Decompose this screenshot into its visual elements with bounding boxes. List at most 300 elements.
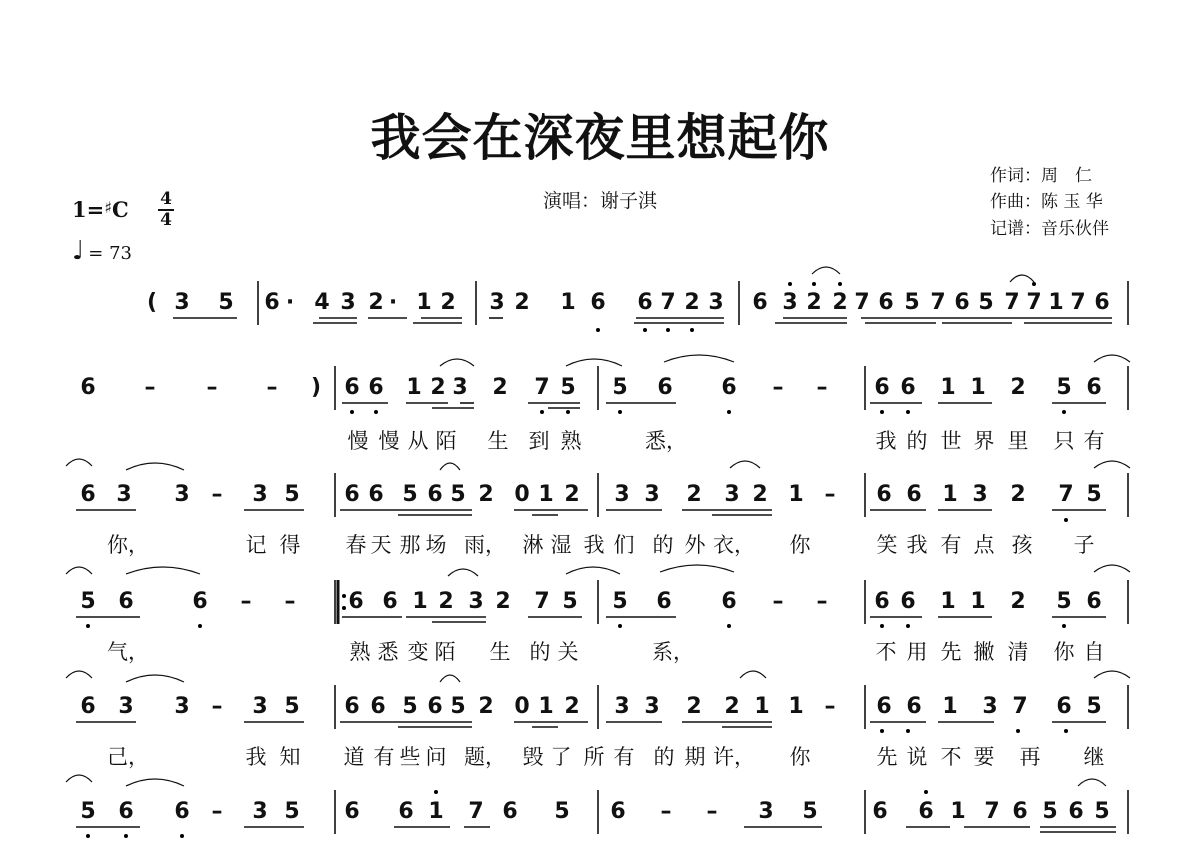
note: 6: [118, 589, 134, 614]
octave-dot-below: [643, 328, 647, 332]
slur-arc: [66, 459, 92, 466]
singer-credit: 演唱：谢子淇: [542, 190, 657, 212]
note: 2: [752, 482, 768, 507]
transcriber-credit: 记谱：音乐伙伴: [990, 219, 1109, 239]
note: 6: [590, 290, 606, 315]
note: 7: [534, 589, 550, 614]
lyric-syllable: 陌: [435, 429, 457, 453]
note: 6: [900, 375, 916, 400]
note: 6: [876, 482, 892, 507]
note: 3: [174, 482, 190, 507]
octave-dot-above: [434, 790, 438, 794]
octave-dot-below: [540, 410, 544, 414]
lyric-syllable: 你: [789, 745, 811, 769]
note: 6: [118, 799, 134, 824]
note: 6: [264, 290, 280, 315]
note: 3: [614, 482, 630, 507]
lyric-syllable: 天: [370, 533, 392, 557]
octave-dot-above: [924, 790, 928, 794]
note: 3: [174, 290, 190, 315]
note: 7: [468, 799, 484, 824]
lyric-syllable: 我: [245, 745, 267, 769]
lyric-syllable: 清: [1007, 640, 1029, 664]
note: 6: [874, 589, 890, 614]
note: –: [211, 799, 223, 824]
octave-dot-above: [788, 282, 792, 286]
lyric-syllable: 慢: [347, 429, 369, 453]
note: 2: [806, 290, 822, 315]
slur-arc: [448, 569, 478, 576]
octave-dot-below: [86, 834, 90, 838]
note: 1: [970, 589, 986, 614]
lyric-syllable: 许，: [713, 745, 755, 769]
note: 6: [370, 694, 386, 719]
note: –: [706, 799, 718, 824]
lyric-syllable: 雨，: [464, 533, 506, 557]
note: 1: [942, 694, 958, 719]
note: 6: [637, 290, 653, 315]
note: 3: [252, 482, 268, 507]
octave-dot-above: [1032, 282, 1036, 286]
note: –: [211, 482, 223, 507]
note: 7: [1070, 290, 1086, 315]
note: 6: [1094, 290, 1110, 315]
octave-dot-below: [86, 624, 90, 628]
lyric-syllable: 所: [583, 745, 605, 769]
slur-arc: [730, 461, 760, 468]
lyric-syllable: 陌: [434, 640, 456, 664]
slur-arc: [440, 463, 460, 470]
slur-arc: [740, 671, 766, 678]
note: 6: [1068, 799, 1084, 824]
note: ·: [285, 290, 295, 315]
note: 2: [492, 375, 508, 400]
lyric-syllable: 湿: [550, 533, 572, 557]
note: 6: [344, 375, 360, 400]
note: 5: [1056, 375, 1072, 400]
octave-dot-below: [198, 624, 202, 628]
lyric-syllable: 有: [613, 745, 635, 769]
note: 6: [192, 589, 208, 614]
note: 5: [560, 375, 576, 400]
note: 6: [721, 375, 737, 400]
note: 3: [758, 799, 774, 824]
note: 3: [116, 482, 132, 507]
note: 2: [564, 694, 580, 719]
lyric-syllable: 你，: [107, 533, 149, 557]
octave-dot-below: [690, 328, 694, 332]
note: ): [310, 375, 322, 400]
lyric-syllable: 悉: [377, 640, 399, 664]
lyric-syllable: 从: [407, 429, 429, 453]
lyric-syllable: 问: [425, 745, 447, 769]
lyric-syllable: 生: [489, 640, 511, 664]
note: 6: [80, 482, 96, 507]
note: 2: [1010, 375, 1026, 400]
note: 1: [416, 290, 432, 315]
slur-arc: [1094, 355, 1130, 362]
note: 6: [1056, 694, 1072, 719]
lyric-syllable: 慢: [378, 429, 400, 453]
lyric-syllable: 系，: [652, 640, 694, 664]
slur-arc: [1010, 275, 1034, 282]
lyric-syllable: 的: [653, 745, 675, 769]
slur-arc: [660, 565, 734, 572]
note: 6: [874, 375, 890, 400]
repeat-dot: [342, 594, 346, 598]
note: 6: [721, 589, 737, 614]
lyric-syllable: 得: [279, 533, 301, 557]
note: 5: [284, 799, 300, 824]
repeat-dot: [342, 606, 346, 610]
lyric-syllable: 变: [407, 640, 429, 664]
octave-dot-below: [1062, 410, 1066, 414]
octave-dot-below: [180, 834, 184, 838]
octave-dot-below: [666, 328, 670, 332]
note: 6: [427, 694, 443, 719]
note: 5: [1094, 799, 1110, 824]
lyric-syllable: 生: [487, 429, 509, 453]
note: 1: [406, 375, 422, 400]
note: 3: [972, 482, 988, 507]
octave-dot-above: [812, 282, 816, 286]
note: 5: [1086, 482, 1102, 507]
slur-arc: [566, 359, 622, 366]
note: 6: [344, 694, 360, 719]
note: 6: [398, 799, 414, 824]
note: 5: [1056, 589, 1072, 614]
octave-dot-below: [566, 410, 570, 414]
slur-arc: [440, 675, 460, 682]
note: 6: [656, 589, 672, 614]
note: 1: [560, 290, 576, 315]
lyric-syllable: 熟: [349, 640, 371, 664]
lyric-syllable: 有: [940, 533, 962, 557]
note: 1: [788, 694, 804, 719]
lyric-syllable: 先: [876, 745, 898, 769]
note: –: [206, 375, 218, 400]
slur-arc: [812, 267, 840, 274]
octave-dot-below: [618, 624, 622, 628]
lyric-syllable: 的: [529, 640, 551, 664]
note: 3: [468, 589, 484, 614]
lyric-syllable: 你: [1053, 640, 1075, 664]
lyric-syllable: 悉，: [645, 429, 687, 453]
slur-arc: [66, 671, 92, 678]
lyric-syllable: 再: [1019, 745, 1041, 769]
time-signature-bottom: 4: [160, 210, 172, 230]
octave-dot-below: [596, 328, 600, 332]
note: (: [146, 290, 158, 315]
lyric-syllable: 道: [343, 745, 365, 769]
note: 1: [538, 694, 554, 719]
lyric-syllable: 气，: [107, 640, 149, 664]
note: 7: [534, 375, 550, 400]
lyric-syllable: 熟: [560, 429, 582, 453]
note: 5: [554, 799, 570, 824]
note: 1: [412, 589, 428, 614]
lyric-syllable: 到: [528, 429, 550, 453]
note: 6: [876, 694, 892, 719]
lyric-syllable: 些: [399, 745, 421, 769]
octave-dot-below: [1064, 729, 1068, 733]
lyric-syllable: 先: [940, 640, 962, 664]
lyric-syllable: 春: [345, 533, 367, 557]
octave-dot-below: [1016, 729, 1020, 733]
lyricist-credit: 作词：周 仁: [990, 166, 1092, 186]
octave-dot-below: [906, 624, 910, 628]
lyric-syllable: 继: [1083, 745, 1105, 769]
note: 0: [514, 482, 530, 507]
lyric-syllable: 笑: [876, 533, 898, 557]
lyric-syllable: 关: [557, 640, 579, 664]
note: 6: [427, 482, 443, 507]
slur-arc: [126, 463, 184, 470]
note: 1: [940, 375, 956, 400]
note: 3: [252, 799, 268, 824]
note: 2: [514, 290, 530, 315]
lyric-syllable: 点: [973, 533, 995, 557]
composer-credit: 作曲：陈 玉 华: [990, 192, 1103, 212]
note: 5: [1086, 694, 1102, 719]
lyric-syllable: 们: [613, 533, 635, 557]
lyric-syllable: 己，: [107, 745, 149, 769]
octave-dot-below: [906, 729, 910, 733]
slur-arc: [1094, 565, 1130, 572]
note: 3: [118, 694, 134, 719]
lyric-syllable: 外: [684, 533, 706, 557]
note: 1: [788, 482, 804, 507]
note: 6: [906, 482, 922, 507]
note: 7: [854, 290, 870, 315]
note: 0: [514, 694, 530, 719]
note: 5: [284, 694, 300, 719]
tempo-value: = 73: [88, 243, 132, 264]
note: 6: [80, 375, 96, 400]
note: 6: [872, 799, 888, 824]
lyric-syllable: 世: [940, 429, 962, 453]
sharp-icon: ♯: [104, 198, 112, 217]
note: 2: [438, 589, 454, 614]
note: 6: [657, 375, 673, 400]
lyric-syllable: 要: [973, 745, 995, 769]
note: 7: [1058, 482, 1074, 507]
octave-dot-below: [880, 624, 884, 628]
note: 3: [174, 694, 190, 719]
lyric-syllable: 撇: [973, 640, 995, 664]
note: 3: [782, 290, 798, 315]
note: –: [144, 375, 156, 400]
note: 6: [344, 799, 360, 824]
note: –: [772, 375, 784, 400]
note: 6: [1012, 799, 1028, 824]
octave-dot-above: [838, 282, 842, 286]
note: 2: [478, 694, 494, 719]
note: 1: [428, 799, 444, 824]
lyric-syllable: 期: [684, 745, 706, 769]
note: –: [824, 694, 836, 719]
note: 7: [1004, 290, 1020, 315]
note: 2: [686, 694, 702, 719]
note: 6: [382, 589, 398, 614]
note: 2: [495, 589, 511, 614]
slur-arc: [440, 359, 474, 366]
octave-dot-below: [124, 834, 128, 838]
note: –: [772, 589, 784, 614]
slur-arc: [66, 775, 92, 782]
note: 2: [368, 290, 384, 315]
note: –: [266, 375, 278, 400]
lyric-syllable: 只: [1053, 429, 1075, 453]
note: 6: [1086, 375, 1102, 400]
note: 2: [564, 482, 580, 507]
note: 3: [644, 694, 660, 719]
note: ·: [388, 290, 398, 315]
note: 2: [430, 375, 446, 400]
note: 3: [452, 375, 468, 400]
lyric-syllable: 不: [940, 745, 962, 769]
quarter-note-icon: ♩: [72, 236, 85, 266]
lyric-syllable: 我: [875, 429, 897, 453]
octave-dot-below: [618, 410, 622, 414]
note: 1: [942, 482, 958, 507]
lyric-syllable: 了: [550, 745, 572, 769]
octave-dot-below: [1062, 624, 1066, 628]
octave-dot-below: [727, 624, 731, 628]
note: 5: [562, 589, 578, 614]
note: 6: [918, 799, 934, 824]
note: 6: [368, 482, 384, 507]
slur-arc: [126, 567, 200, 574]
lyric-syllable: 我: [906, 533, 928, 557]
slur-arc: [126, 675, 184, 682]
octave-dot-below: [374, 410, 378, 414]
note: 6: [906, 694, 922, 719]
note: 2: [1010, 482, 1026, 507]
lyric-syllable: 题，: [464, 745, 506, 769]
note: 5: [402, 482, 418, 507]
note: 5: [450, 694, 466, 719]
note: 2: [1010, 589, 1026, 614]
note: 2: [440, 290, 456, 315]
lyric-syllable: 有: [373, 745, 395, 769]
lyric-syllable: 场: [425, 533, 447, 557]
octave-dot-below: [880, 410, 884, 414]
key-note: C: [111, 197, 129, 222]
note: 2: [724, 694, 740, 719]
note: 5: [218, 290, 234, 315]
note: –: [816, 375, 828, 400]
note: 3: [252, 694, 268, 719]
slur-arc: [126, 779, 184, 786]
note: 7: [930, 290, 946, 315]
note: 5: [1042, 799, 1058, 824]
note: –: [660, 799, 672, 824]
note: 6: [900, 589, 916, 614]
note: 5: [284, 482, 300, 507]
note: 3: [708, 290, 724, 315]
octave-dot-below: [727, 410, 731, 414]
note: –: [284, 589, 296, 614]
note: 5: [612, 589, 628, 614]
note: 3: [340, 290, 356, 315]
note: 6: [80, 694, 96, 719]
note: 1: [970, 375, 986, 400]
note: 6: [752, 290, 768, 315]
note: 1: [940, 589, 956, 614]
note: 5: [80, 589, 96, 614]
note: 7: [1012, 694, 1028, 719]
slur-arc: [1094, 671, 1130, 678]
song-title: 我会在深夜里想起你: [370, 108, 830, 167]
key-prefix: 1=: [72, 197, 105, 222]
note: 2: [686, 482, 702, 507]
slur-arc: [664, 355, 734, 362]
note: 3: [614, 694, 630, 719]
note: 7: [660, 290, 676, 315]
note: 2: [684, 290, 700, 315]
note: 6: [344, 482, 360, 507]
time-signature-top: 4: [160, 189, 172, 209]
lyric-syllable: 的: [906, 429, 928, 453]
note: 1: [950, 799, 966, 824]
note: 6: [610, 799, 626, 824]
lyric-syllable: 的: [652, 533, 674, 557]
note: 6: [878, 290, 894, 315]
lyric-syllable: 孩: [1011, 533, 1033, 557]
lyric-syllable: 里: [1007, 429, 1029, 453]
note: 2: [832, 290, 848, 315]
lyric-syllable: 衣，: [713, 533, 755, 557]
note: 3: [489, 290, 505, 315]
note: 6: [174, 799, 190, 824]
slur-arc: [1094, 461, 1130, 468]
note: 6: [1086, 589, 1102, 614]
slur-arc: [66, 567, 92, 574]
note: 2: [478, 482, 494, 507]
note: 1: [538, 482, 554, 507]
octave-dot-below: [880, 729, 884, 733]
lyric-syllable: 那: [399, 533, 421, 557]
note: 5: [612, 375, 628, 400]
lyric-syllable: 毁: [522, 745, 544, 769]
lyric-syllable: 有: [1083, 429, 1105, 453]
note: 3: [982, 694, 998, 719]
lyric-syllable: 用: [906, 640, 928, 664]
note: 5: [450, 482, 466, 507]
note: –: [211, 694, 223, 719]
note: 4: [314, 290, 330, 315]
lyric-syllable: 你: [789, 533, 811, 557]
lyric-syllable: 记: [245, 533, 267, 557]
note: 5: [402, 694, 418, 719]
lyric-syllable: 知: [279, 745, 301, 769]
lyric-syllable: 不: [875, 640, 897, 664]
octave-dot-below: [906, 410, 910, 414]
note: 6: [502, 799, 518, 824]
note: 1: [1048, 290, 1064, 315]
note: 3: [644, 482, 660, 507]
note: 6: [348, 589, 364, 614]
note: –: [240, 589, 252, 614]
lyric-syllable: 子: [1073, 533, 1095, 557]
octave-dot-below: [350, 410, 354, 414]
note: 5: [904, 290, 920, 315]
note: 7: [1026, 290, 1042, 315]
note: 5: [978, 290, 994, 315]
lyric-syllable: 淋: [522, 533, 544, 557]
note: 5: [80, 799, 96, 824]
